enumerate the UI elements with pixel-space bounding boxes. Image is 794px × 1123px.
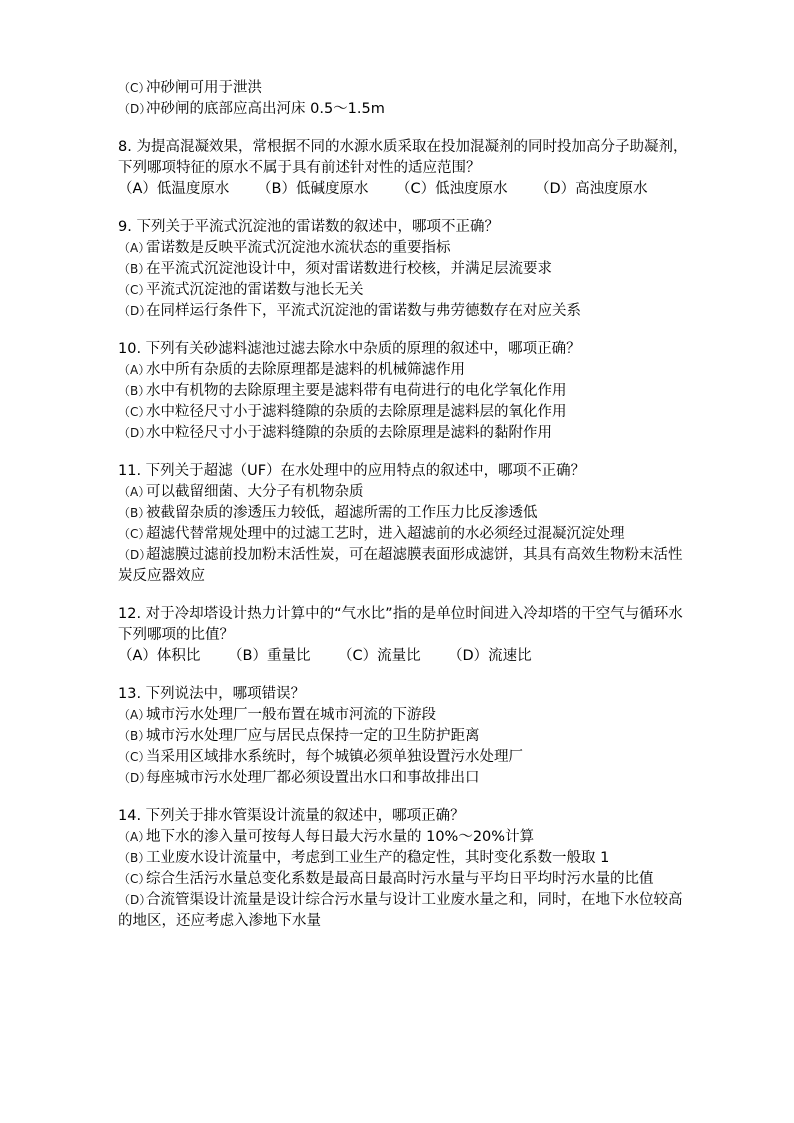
option-label: （C） [118, 527, 151, 541]
question-stem: 9. 下列关于平流式沉淀池的雷诺数的叙述中，哪项不正确？ [118, 219, 499, 235]
option-text: 的地区，还应考虑入渗地下水量 [118, 913, 321, 929]
option-text: 冲砂闸可用于泄洪 [146, 80, 262, 96]
option-line [118, 423, 688, 444]
option-line [118, 827, 688, 848]
option-label: （D） [118, 893, 152, 907]
option-line [118, 566, 688, 587]
option-line [118, 726, 688, 747]
option-text: 每座城市污水处理厂都必须设置出水口和事故排出口 [146, 770, 480, 786]
option-line [118, 911, 688, 932]
option-label: （A） [118, 708, 151, 722]
document-page [118, 78, 688, 932]
option-text: （D）流速比 [448, 648, 532, 664]
option-label: （C） [118, 81, 151, 95]
option-text: 超滤代替常规处理中的过滤工艺时，进入超滤前的水必须经过混凝沉淀处理 [146, 526, 625, 542]
option-line [118, 524, 688, 545]
question-stem: 11. 下列关于超滤（UF）在水处理中的应用特点的叙述中，哪项不正确？ [118, 463, 586, 479]
option-text: 炭反应器效应 [118, 568, 205, 584]
option-line [118, 768, 688, 789]
option-text: （C）低浊度原水 [396, 181, 508, 197]
option-label: （C） [118, 405, 151, 419]
option-line [118, 747, 688, 768]
option-line [118, 848, 688, 869]
option-label: （D） [118, 548, 152, 562]
option-label: （C） [118, 750, 151, 764]
option-label: （B） [118, 506, 151, 520]
option-line [118, 238, 688, 259]
option-label: （B） [118, 262, 151, 276]
option-text: 被截留杂质的渗透压力较低，超滤所需的工作压力比反渗透低 [146, 505, 538, 521]
option-text: 水中粒径尺寸小于滤料缝隙的杂质的去除原理是滤料的黏附作用 [146, 425, 552, 441]
option-text: 平流式沉淀池的雷诺数与池长无关 [146, 282, 364, 298]
option-text: （B）重量比 [228, 648, 311, 664]
option-text: 地下水的渗入量可按每人每日最大污水量的 10%～20%计算 [146, 829, 535, 845]
option-label: （B） [118, 729, 151, 743]
question-stem: 10. 下列有关砂滤料滤池过滤去除水中杂质的原理的叙述中，哪项正确？ [118, 341, 581, 357]
option-label: （D） [118, 771, 152, 785]
option-text: 超滤膜过滤前投加粉末活性炭，可在超滤膜表面形成滤饼，其具有高效生物粉末活性 [146, 547, 683, 563]
option-text: 雷诺数是反映平流式沉淀池水流状态的重要指标 [146, 240, 451, 256]
option-text: 水中所有杂质的去除原理都是滤料的机械筛滤作用 [146, 362, 465, 378]
option-label: （C） [118, 283, 151, 297]
option-text: 在平流式沉淀池设计中，须对雷诺数进行校核，并满足层流要求 [146, 261, 552, 277]
option-text: 城市污水处理厂一般布置在城市河流的下游段 [146, 707, 436, 723]
inline-options [118, 179, 688, 200]
question-stem: 下列哪项特征的原水不属于具有前述针对性的适应范围？ [118, 160, 481, 176]
option-line [118, 280, 688, 301]
option-label: （A） [118, 241, 151, 255]
option-text: 冲砂闸的底部应高出河床 0.5～1.5m [146, 101, 385, 117]
option-line [118, 78, 688, 99]
inline-options [118, 646, 688, 667]
option-text: 水中粒径尺寸小于滤料缝隙的杂质的去除原理是滤料层的氧化作用 [146, 404, 567, 420]
option-text: （A）体积比 [118, 648, 201, 664]
question-stem: 8. 为提高混凝效果，常根据不同的水源水质采取在投加混凝剂的同时投加高分子助凝剂， [118, 139, 688, 155]
option-label: （B） [118, 384, 151, 398]
option-text: 工业废水设计流量中，考虑到工业生产的稳定性，其时变化系数一般取 1 [146, 850, 610, 866]
option-text: 城市污水处理厂应与居民点保持一定的卫生防护距离 [146, 728, 480, 744]
option-text: 综合生活污水量总变化系数是最高日最高时污水量与平均日平均时污水量的比值 [146, 871, 654, 887]
option-label: （D） [118, 102, 152, 116]
option-line [118, 259, 688, 280]
option-line [118, 503, 688, 524]
option-text: 水中有机物的去除原理主要是滤料带有电荷进行的电化学氧化作用 [146, 383, 567, 399]
option-line [118, 482, 688, 503]
question-stem: 下列哪项的比值？ [118, 627, 234, 643]
question-stem: 14. 下列关于排水管渠设计流量的叙述中，哪项正确？ [118, 808, 465, 824]
option-label: （D） [118, 426, 152, 440]
option-label: （C） [118, 872, 151, 886]
option-label: （B） [118, 851, 151, 865]
option-label: （A） [118, 485, 151, 499]
option-line [118, 301, 688, 322]
option-text: 当采用区域排水系统时，每个城镇必须单独设置污水处理厂 [146, 749, 523, 765]
option-label: （D） [118, 304, 152, 318]
option-label: （A） [118, 363, 151, 377]
question-stem: 13. 下列说法中，哪项错误？ [118, 686, 306, 702]
option-line [118, 869, 688, 890]
option-text: （D）高浊度原水 [535, 181, 648, 197]
option-line [118, 545, 688, 566]
option-line [118, 99, 688, 120]
option-text: （C）流量比 [338, 648, 421, 664]
question-stem: 12. 对于冷却塔设计热力计算中的“气水比”指的是单位时间进入冷却塔的干空气与循环水 [118, 606, 683, 622]
option-text: （A）低温度原水 [118, 181, 230, 197]
option-line [118, 381, 688, 402]
option-text: （B）低碱度原水 [257, 181, 369, 197]
option-text: 在同样运行条件下，平流式沉淀池的雷诺数与弗劳德数存在对应关系 [146, 303, 581, 319]
option-text: 可以截留细菌、大分子有机物杂质 [146, 484, 364, 500]
option-text: 合流管渠设计流量是设计综合污水量与设计工业废水量之和，同时，在地下水位较高 [146, 892, 683, 908]
option-label: （A） [118, 830, 151, 844]
option-line [118, 890, 688, 911]
option-line [118, 360, 688, 381]
option-line [118, 705, 688, 726]
option-line [118, 402, 688, 423]
